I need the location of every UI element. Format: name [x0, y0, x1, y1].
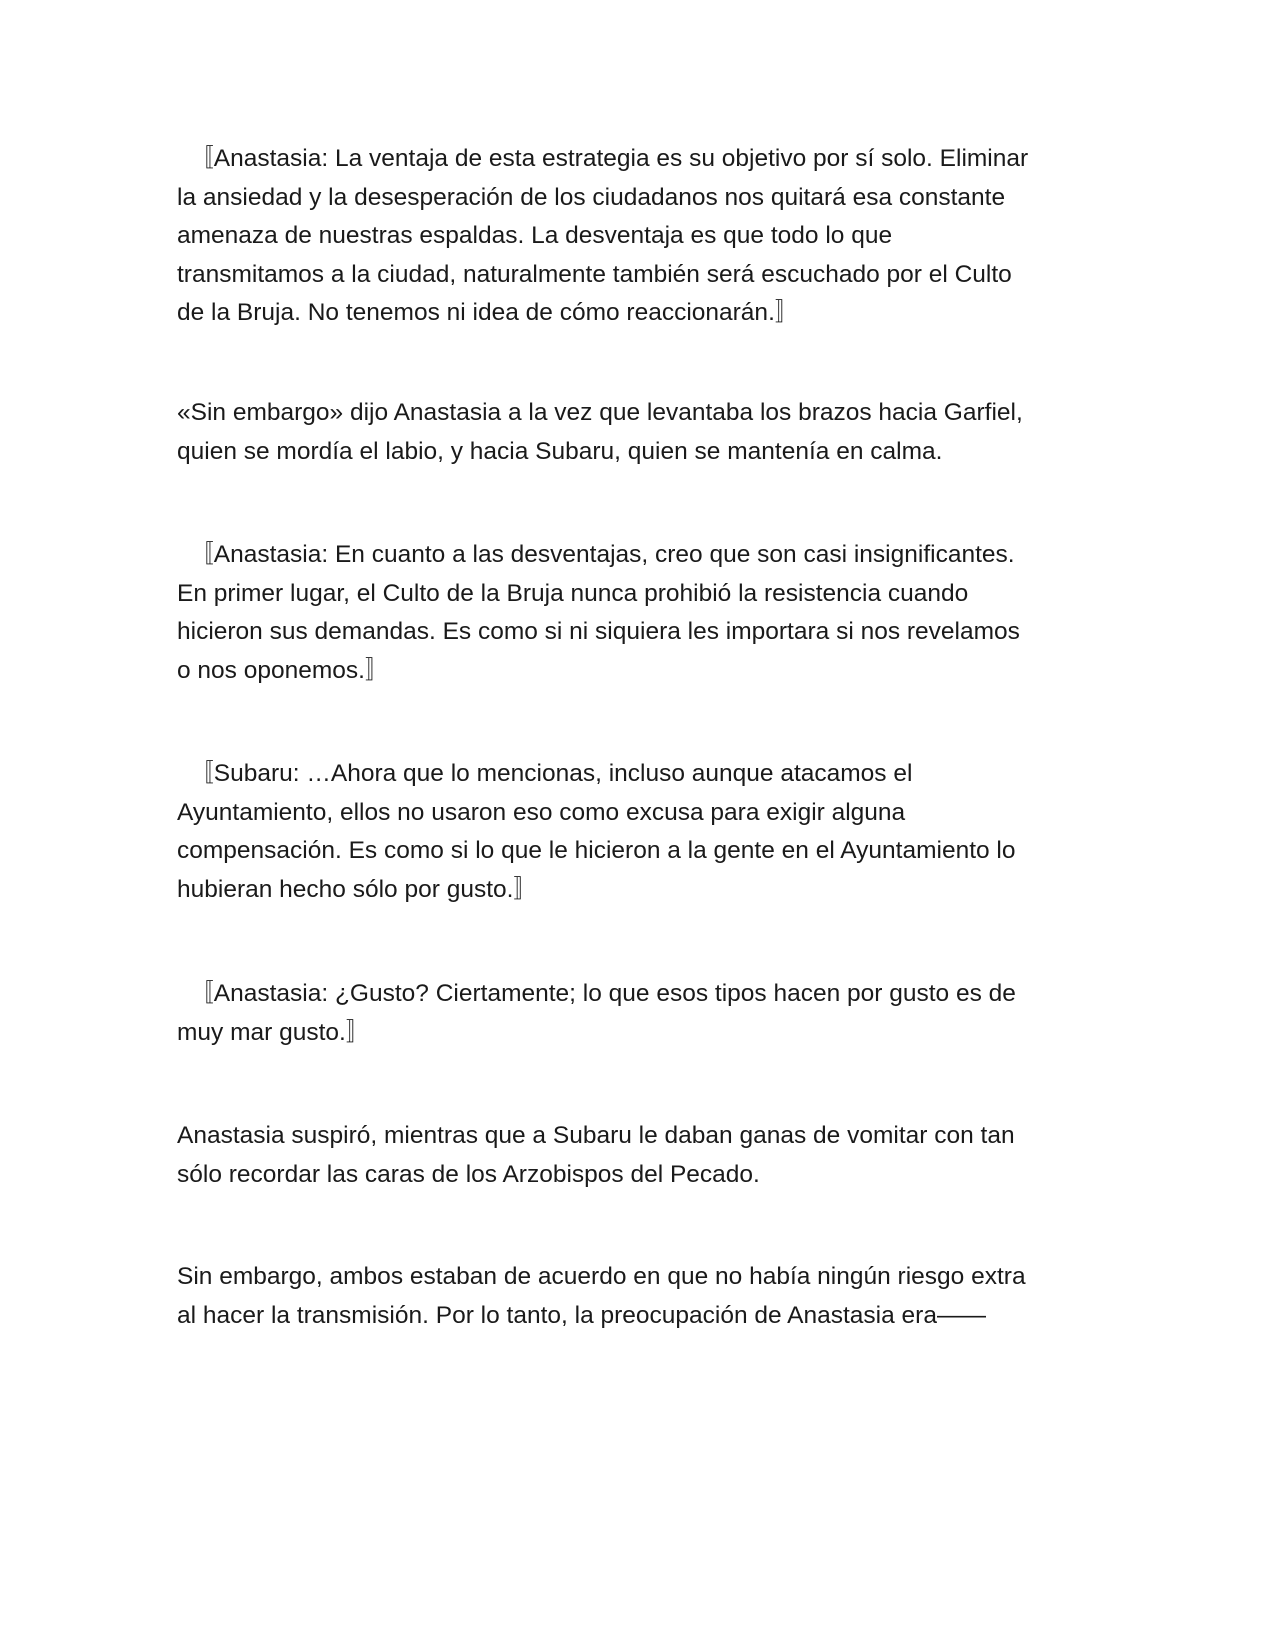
paragraph-anastasia-strategy: 〚Anastasia: La ventaja de esta estrategia es su objetivo por sí solo. Eliminar la ansiedad y la desesperación de los ciudadanos nos quitará esa constante amenaza de nuestras espaldas. La desventaja es que todo lo que transmitamos a la ciudad, naturalmente también será escuchado por el Culto de la Bruja. No tenemos ni idea de cómo reaccionarán.〛 [177, 145, 1029, 326]
paragraph-anastasia-disadvantages: 〚Anastasia: En cuanto a las desventajas, creo que son casi insignificantes. En primer lugar, el Culto de la Bruja nunca prohibió la resistencia cuando hicieron sus demandas. Es como si ni siquiera les importara si nos revelamos o nos oponemos.〛 [177, 541, 1020, 684]
paragraph-subaru-ayuntamiento: 〚Subaru: …Ahora que lo mencionas, incluso aunque atacamos el Ayuntamiento, ellos no usaron eso como excusa para exigir alguna compensación. Es como si lo que le hicieron a la gente en el Ayuntamiento lo hubieran hecho sólo por gusto.〛 [177, 760, 1016, 903]
paragraph-narration-sigh: Anastasia suspiró, mientras que a Subaru le daban ganas de vomitar con tan sólo recordar las caras de los Arzobispos del Pecado. [177, 1122, 1015, 1188]
paragraph-anastasia-gusto: 〚Anastasia: ¿Gusto? Ciertamente; lo que esos tipos hacen por gusto es de muy mar gusto.〛 [177, 980, 1016, 1046]
paragraph-narration-garfiel: «Sin embargo» dijo Anastasia a la vez que levantaba los brazos hacia Garfiel, quien se mordía el labio, y hacia Subaru, quien se mantenía en calma. [177, 399, 1023, 465]
paragraph-narration-conclusion: Sin embargo, ambos estaban de acuerdo en que no había ningún riesgo extra al hacer la transmisión. Por lo tanto, la preocupación de Anastasia era—— [177, 1263, 1026, 1329]
